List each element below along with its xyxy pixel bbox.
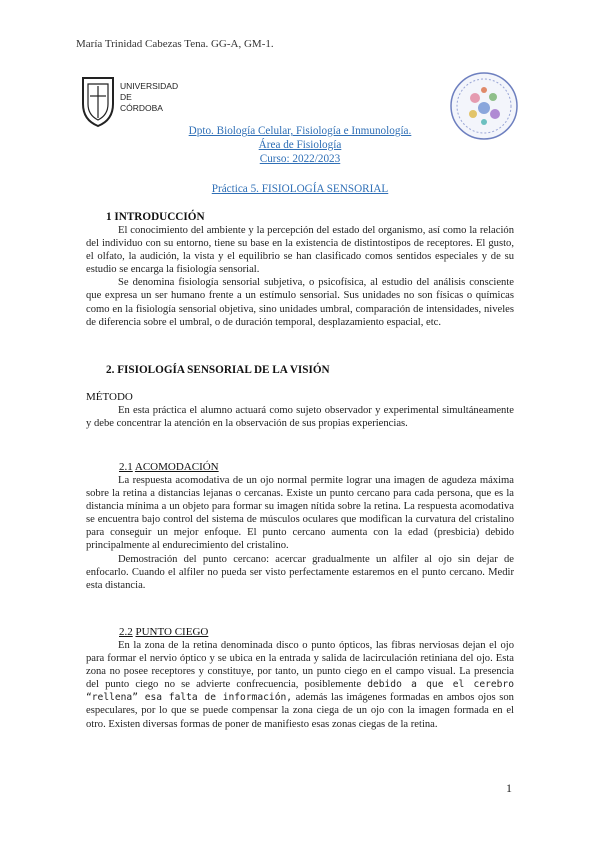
metodo-label: MÉTODO	[86, 391, 133, 403]
punto-ciego-title: PUNTO CIEGO	[135, 626, 209, 638]
page-number: 1	[506, 781, 512, 795]
acomodacion-paragraph-1: La respuesta acomodativa de un ojo normal permite lograr una imagen de agudeza máxima sobre la retina a distancias lejanas o cercanas. Existe un punto cercano para cada persona, que es la distancia mínima a un objeto para formar su imagen nítida sobre la retina. La respuesta acomodativa se encuentra bajo control del sistema de músculos oculares que modifican la curvatura del cristalino para conseguir un mejor enfoque. El punto cercano aumenta con la edad (presbicia) debido principalmente al endurecimiento del cristalino.	[86, 475, 514, 552]
punto-ciego-number: 2.2	[119, 626, 133, 638]
punto-ciego-body	[86, 639, 514, 731]
practice-title: Práctica 5. FISIOLOGÍA SENSORIAL	[211, 183, 389, 195]
intro-heading: 1 INTRODUCCIÓN	[106, 211, 205, 223]
acomodacion-number: 2.1	[119, 461, 133, 473]
logo-text-3: CÓRDOBA	[120, 103, 163, 113]
logo-text-1: UNIVERSIDAD	[120, 81, 179, 91]
intro-body	[86, 224, 514, 329]
acomodacion-paragraph-2: Demostración del punto cercano: acercar gradualmente un alfiler al ojo sin dejar de enfocarlo. Cuando el alfiler no pueda ser visto perfectamente estaremos en el punto cercano. Medir esta distancia.	[86, 553, 514, 591]
punto-ciego-text-b: además las imágenes formadas en ambos ojos son especulares, por lo que se puede compensar la zona ciega de un ojo con la imagen formada en el otro. Existen diversas formas de poner de manifiesto esas zonas ciegas de la retina.	[86, 692, 514, 730]
punto-ciego-text-a: En la zona de la retina denominada disco o punto ópticos, las fibras nerviosas dejan el ojo para formar el nervio óptico y se ubica en la entrada y salida de lacirculación retiniana del ojo. Esta zona no posee receptores y constituye, por tanto, un punto ciego en el campo visual. La presencia del punto ciego no se advierte confrecuencia, posiblemente	[86, 640, 514, 691]
dept-line-3: Curso: 2022/2023	[259, 153, 341, 165]
intro-paragraph-2: Se denomina fisiología sensorial subjetiva, o psicofísica, al estudio del análisis consciente que expresa un ser humano frente a un estímulo sensorial. Sus unidades no son físicas o químicas como en la fisiología sensorial objetiva, sino unidades umbral, comparación de intensidades, niveles de diferencia sobre el umbral, o de duración temporal, desplazamiento espacial, etc.	[86, 277, 514, 328]
punto-ciego-heading	[119, 626, 208, 638]
university-logo	[80, 74, 180, 128]
vision-heading: 2. FISIOLOGÍA SENSORIAL DE LA VISIÓN	[106, 364, 330, 376]
university-crest-icon	[80, 74, 180, 128]
author-header: María Trinidad Cabezas Tena. GG-A, GM-1.	[76, 38, 274, 50]
metodo-body	[86, 404, 514, 430]
acomodacion-title: ACOMODACIÓN	[134, 461, 219, 473]
dept-line-2: Área de Fisiología	[258, 139, 342, 151]
intro-paragraph-1: El conocimiento del ambiente y la percepción del estado del organismo, así como la relación del individuo con su entorno, tiene su base en la existencia de distintostipos de receptores. El gusto, el olfato, la audición, la vista y el equilibrio se han clasificado comos sentidos especiales y de su estudio se encarga la fisiología sensorial.	[86, 225, 514, 276]
dept-line-1: Dpto. Biología Celular, Fisiología e Inmunología.	[188, 125, 412, 137]
acomodacion-body	[86, 474, 514, 592]
metodo-paragraph: En esta práctica el alumno actuará como sujeto observador y experimental simultáneamente y debe concentrar la atención en la observación de sus propias experiencias.	[86, 405, 514, 430]
punto-ciego-paragraph	[86, 639, 514, 731]
logo-text-2: DE	[120, 92, 132, 102]
acomodacion-heading	[119, 461, 219, 473]
punto-ciego-text-mono: debido a que el cerebro “rellena” esa falta de información,	[86, 679, 514, 704]
